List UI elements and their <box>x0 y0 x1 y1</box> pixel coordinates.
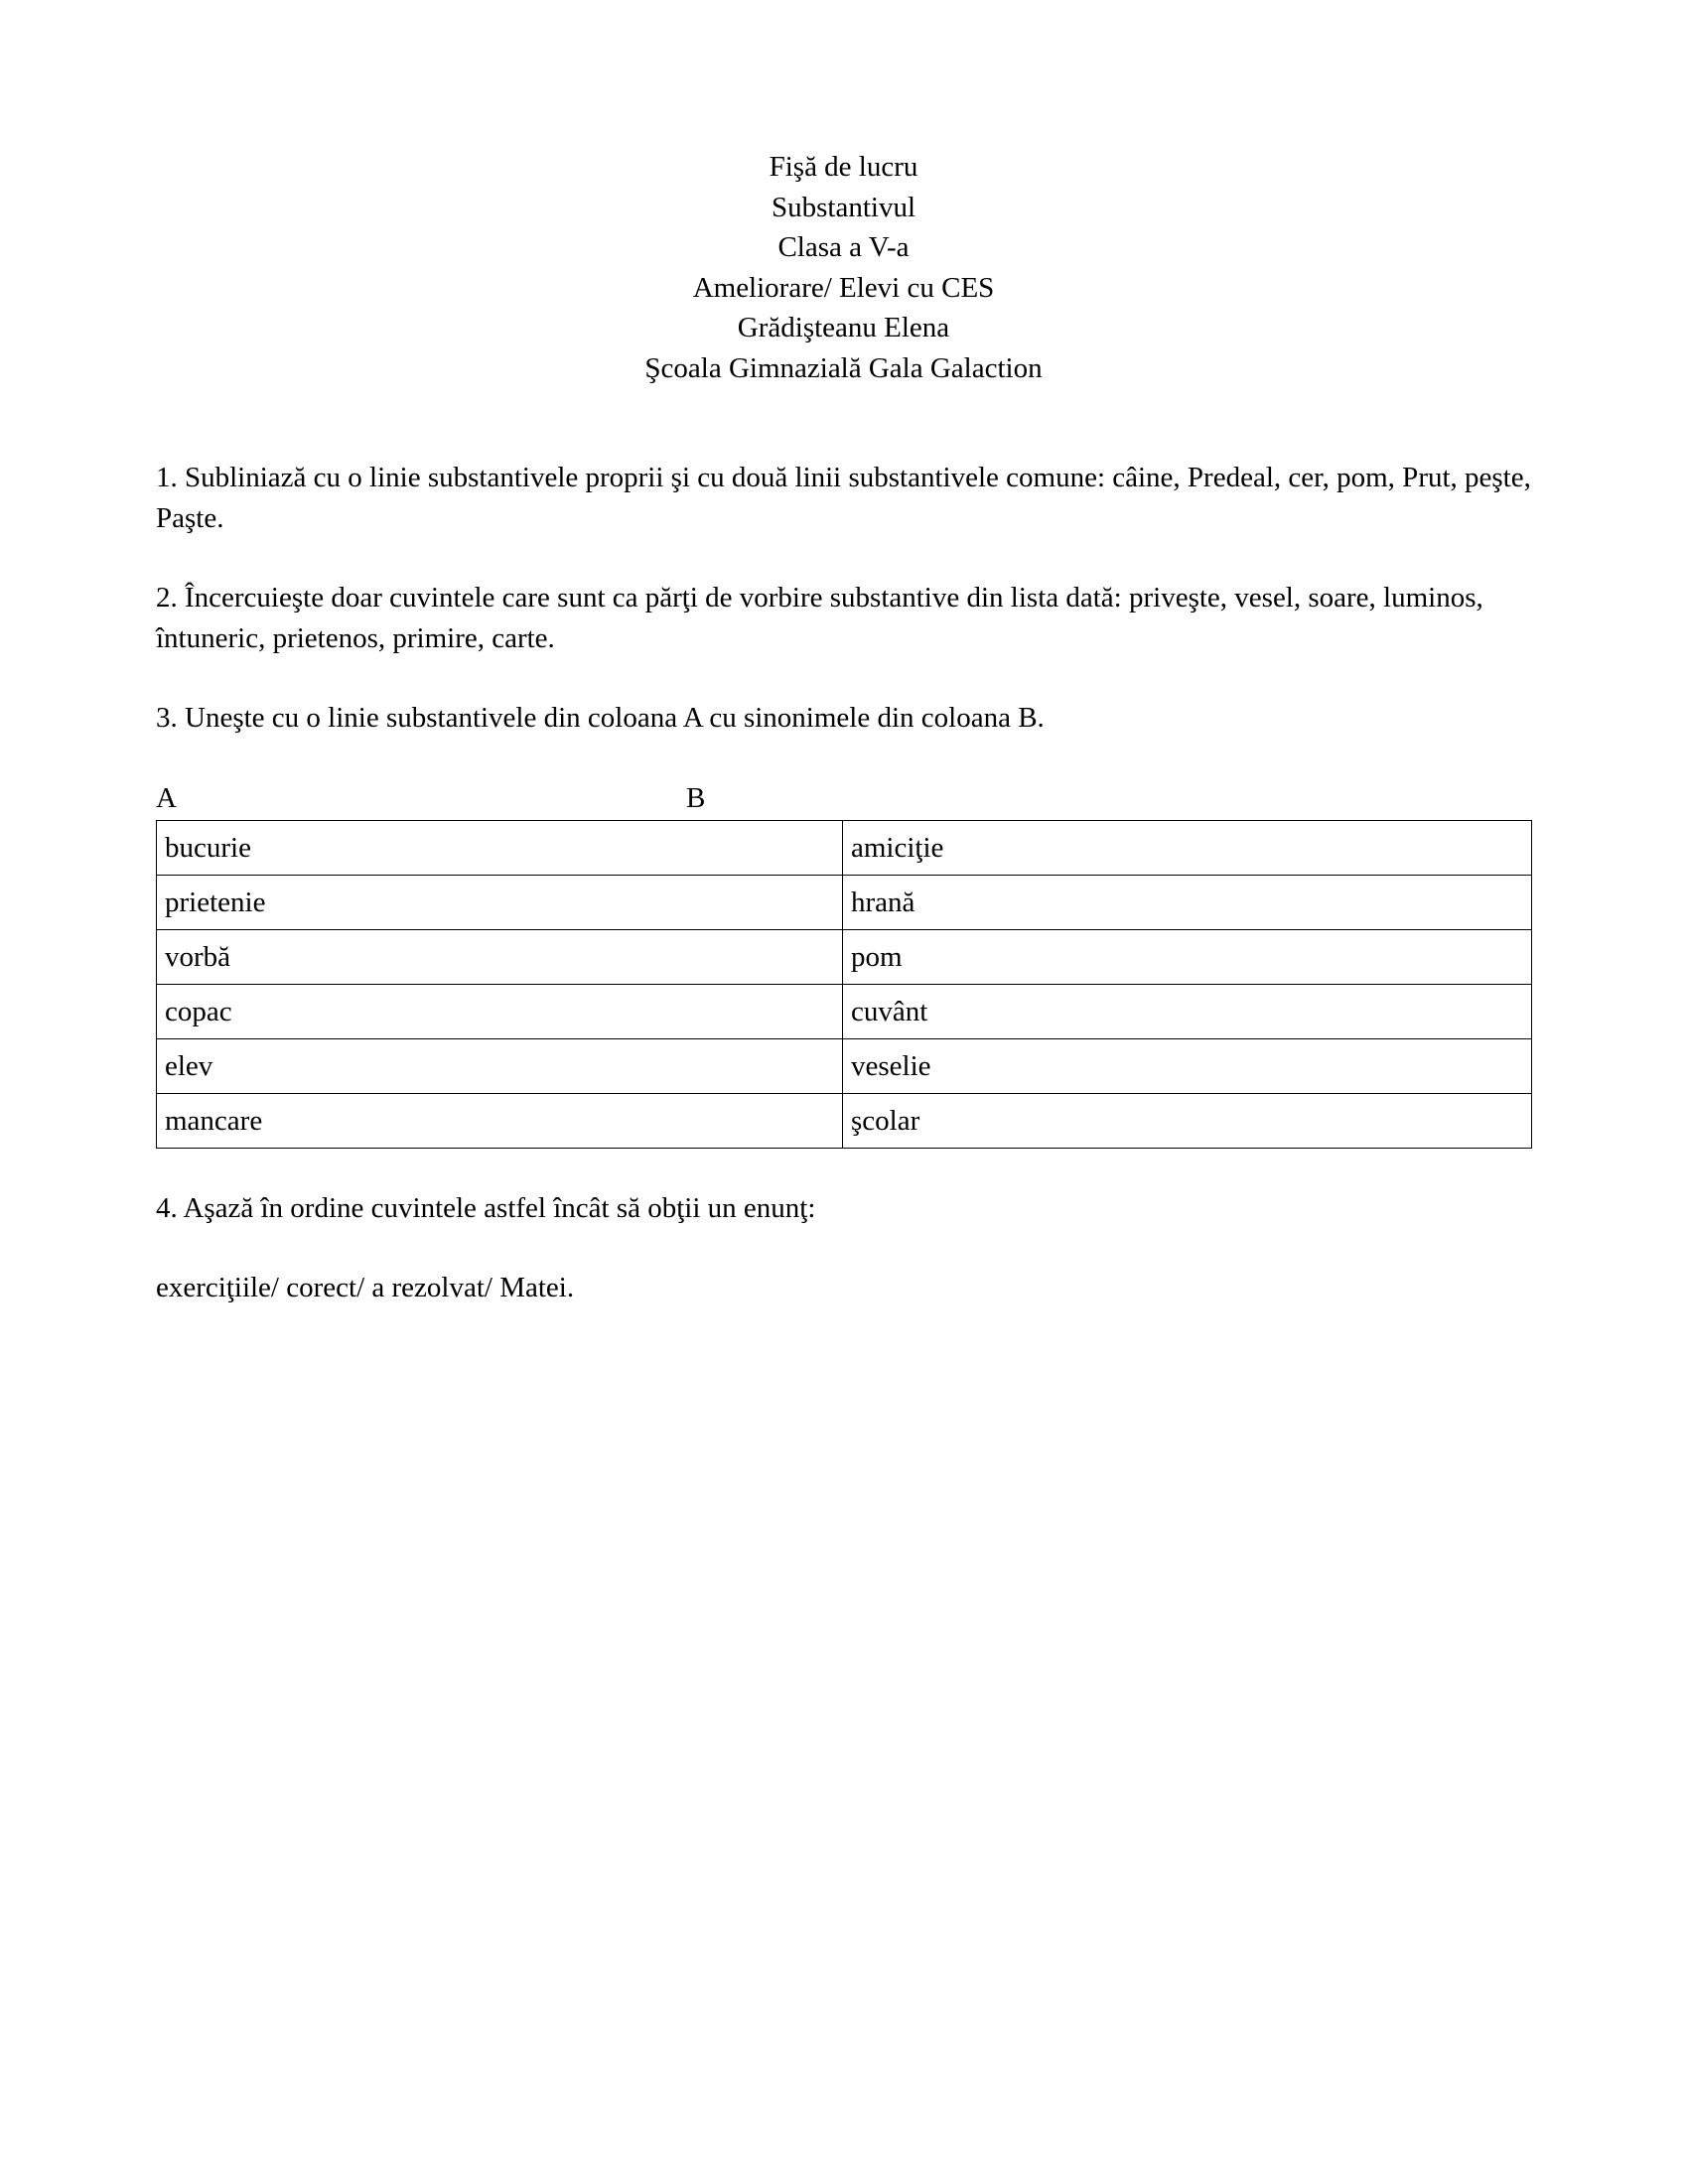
table-cell-b: şcolar <box>843 1093 1532 1148</box>
table-row <box>157 984 1532 1038</box>
table-cell-a: mancare <box>157 1093 843 1148</box>
document-header <box>156 147 1531 388</box>
table-cell-a: copac <box>157 984 843 1038</box>
table-cell-b: veselie <box>843 1038 1532 1093</box>
table-top-gap <box>156 739 1531 780</box>
exercise-4-text: 4. Aşază în ordine cuvintele astfel încât să obţii un enunţ: <box>156 1191 816 1224</box>
table-row <box>157 1093 1532 1148</box>
table-cell-b: hrană <box>843 875 1532 929</box>
header-line-subject: Substantivul <box>771 191 915 223</box>
exercise-1-text: 1. Subliniază cu o linie substantivele proprii şi cu două linii substantivele comune: câine, Predeal, cer, pom, Prut, peşte, Paşte. <box>156 462 1531 534</box>
header-body-spacer <box>156 388 1531 458</box>
table-cell-a: bucurie <box>157 820 843 875</box>
table-bottom-gap <box>156 1149 1531 1188</box>
exercise-4-sentence: exerciţiile/ corect/ a rezolvat/ Matei. <box>156 1272 575 1303</box>
column-label-a: A <box>156 781 177 814</box>
table-cell-a: elev <box>157 1038 843 1093</box>
table-row <box>157 875 1532 929</box>
header-line-title: Fişă de lucru <box>769 151 918 183</box>
document-content <box>156 147 1531 1308</box>
exercise-2-text: 2. Încercuieşte doar cuvintele care sunt ca părţi de vorbire substantive din lista dată: priveşte, vesel, soare, luminos, întuneric, prietenos, primire, carte. <box>156 582 1483 654</box>
header-line-category: Ameliorare/ Elevi cu CES <box>692 271 995 304</box>
table-cell-b: pom <box>843 929 1532 984</box>
table-cell-b: cuvânt <box>843 984 1532 1038</box>
table-cell-b: amiciţie <box>843 820 1532 875</box>
exercise-3-text: 3. Uneşte cu o linie substantivele din coloana A cu sinonimele din coloana B. <box>156 702 1045 734</box>
table-cell-a: vorbă <box>157 929 843 984</box>
column-labels <box>156 780 1531 820</box>
table-cell-a: prietenie <box>157 875 843 929</box>
header-line-class: Clasa a V-a <box>777 231 910 263</box>
column-label-b: B <box>686 781 706 814</box>
header-line-author: Grădişteanu Elena <box>737 312 950 343</box>
matching-table <box>156 820 1532 1149</box>
table-row <box>157 1038 1532 1093</box>
exercise-4-gap <box>156 1228 1531 1268</box>
table-row <box>157 929 1532 984</box>
header-line-school: Şcoala Gimnazială Gala Galaction <box>644 351 1043 384</box>
table-row <box>157 820 1532 875</box>
